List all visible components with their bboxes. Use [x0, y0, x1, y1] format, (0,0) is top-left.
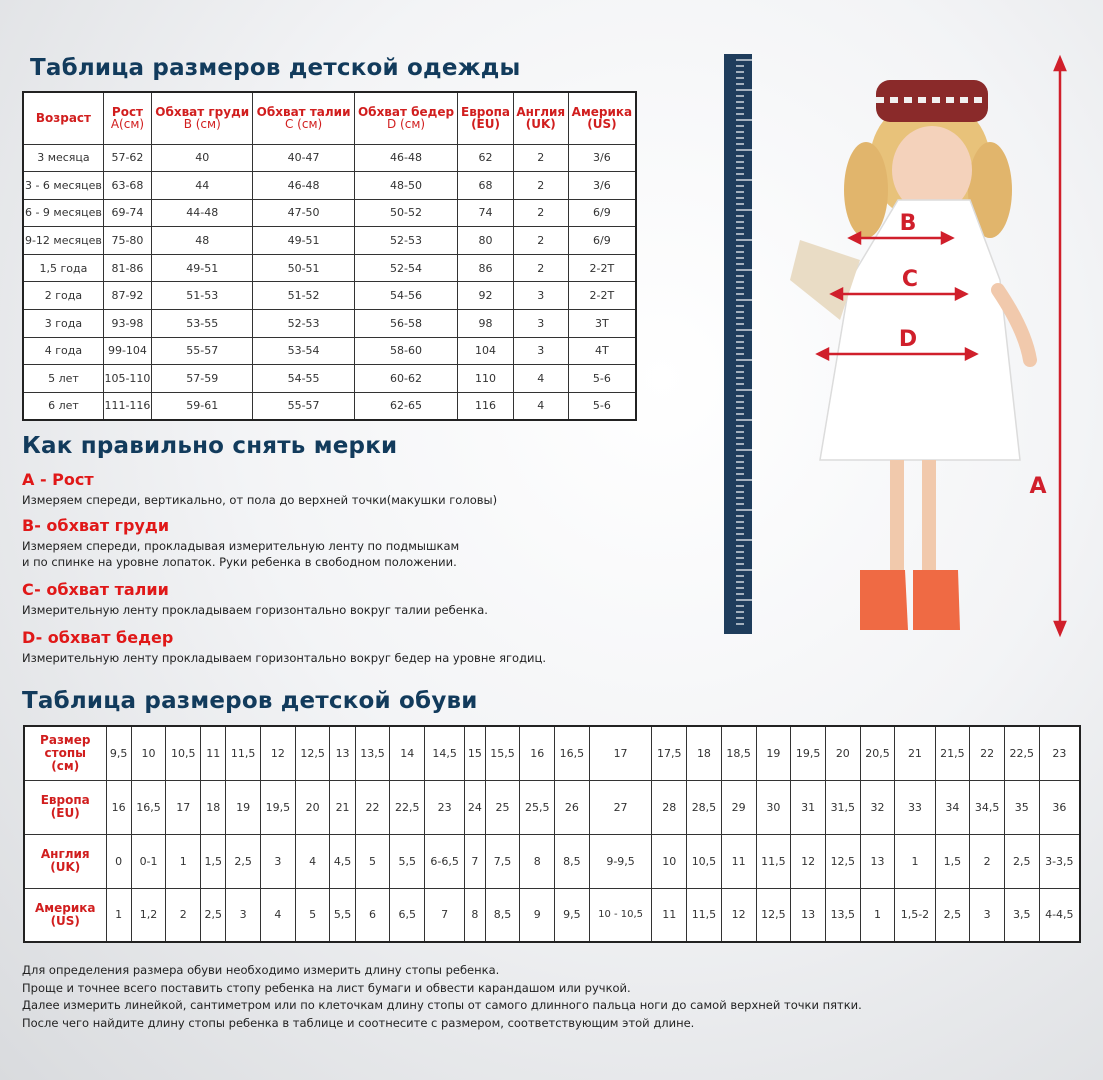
- shoe-measure-instructions: [22, 962, 862, 1032]
- table-cell: 62: [458, 144, 513, 172]
- row-header-line: (EU): [50, 806, 80, 820]
- table-cell: 40-47: [253, 144, 354, 172]
- header-subtitle: C (см): [284, 117, 323, 132]
- label-d: D: [898, 327, 918, 352]
- table-cell: 6-6,5: [425, 834, 465, 888]
- table-row: [24, 780, 1080, 834]
- row-header-line: (US): [50, 913, 80, 928]
- table-cell: 55-57: [152, 337, 253, 365]
- table-cell: 15,5: [485, 726, 520, 780]
- table-cell: 2-2T: [568, 282, 636, 310]
- table-cell: 5 лет: [23, 365, 103, 393]
- clothes-header-cell: [513, 92, 568, 144]
- table-cell: 53-55: [152, 310, 253, 338]
- table-cell: 1: [895, 834, 935, 888]
- table-cell: 22,5: [1004, 726, 1039, 780]
- table-cell: 18,5: [721, 726, 756, 780]
- table-cell: 52-54: [354, 254, 458, 282]
- header-subtitle: (US): [587, 117, 617, 132]
- table-row: [23, 337, 636, 365]
- footer-line: Для определения размера обуви необходимо измерить длину стопы ребенка.: [22, 963, 500, 977]
- table-cell: 6,5: [390, 888, 425, 942]
- measure-title: Как правильно снять мерки: [22, 433, 398, 459]
- header-subtitle: D (см): [386, 117, 426, 132]
- header-title: Возраст: [35, 111, 91, 126]
- table-cell: 3/6: [568, 172, 636, 200]
- table-cell: 3: [970, 888, 1005, 942]
- table-cell: 4T: [568, 337, 636, 365]
- table-cell: 4 года: [23, 337, 103, 365]
- measure-item-text: и по спинке на уровне лопаток. Руки ребенка в свободном положении.: [22, 555, 457, 569]
- table-cell: 56-58: [354, 310, 458, 338]
- table-cell: 8,5: [555, 834, 590, 888]
- table-cell: 5,5: [330, 888, 355, 942]
- table-cell: 3 года: [23, 310, 103, 338]
- table-cell: 60-62: [354, 365, 458, 393]
- table-cell: 59-61: [152, 392, 253, 420]
- table-cell: 80: [458, 227, 513, 255]
- table-cell: 63-68: [103, 172, 151, 200]
- table-cell: 19: [226, 780, 261, 834]
- table-cell: 2: [970, 834, 1005, 888]
- table-cell: 4: [513, 365, 568, 393]
- table-cell: 20,5: [860, 726, 895, 780]
- table-cell: 23: [425, 780, 465, 834]
- table-cell: 2,5: [226, 834, 261, 888]
- header-subtitle: (UK): [525, 117, 556, 132]
- table-cell: 57-59: [152, 365, 253, 393]
- table-cell: 105-110: [103, 365, 151, 393]
- table-cell: 12: [721, 888, 756, 942]
- table-cell: 48-50: [354, 172, 458, 200]
- table-cell: 7: [425, 888, 465, 942]
- table-cell: 8: [520, 834, 555, 888]
- label-a: A: [1029, 474, 1047, 499]
- table-cell: 5: [295, 888, 330, 942]
- table-cell: 28: [652, 780, 687, 834]
- header-subtitle: (EU): [471, 117, 500, 132]
- clothes-header-cell: [458, 92, 513, 144]
- table-row: [23, 144, 636, 172]
- table-cell: 49-51: [152, 254, 253, 282]
- table-cell: 19,5: [791, 726, 826, 780]
- table-cell: 16: [520, 726, 555, 780]
- clothes-header-cell: [354, 92, 458, 144]
- table-cell: 6/9: [568, 227, 636, 255]
- table-cell: 50-52: [354, 199, 458, 227]
- table-cell: 111-116: [103, 392, 151, 420]
- table-cell: 10: [131, 726, 166, 780]
- table-cell: 12,5: [756, 888, 791, 942]
- table-cell: 62-65: [354, 392, 458, 420]
- table-cell: 30: [756, 780, 791, 834]
- measure-item-title: B- обхват груди: [22, 516, 170, 535]
- label-c: C: [901, 267, 919, 292]
- table-cell: 12,5: [295, 726, 330, 780]
- table-row: [23, 392, 636, 420]
- table-cell: 87-92: [103, 282, 151, 310]
- table-cell: 74: [458, 199, 513, 227]
- row-header: [24, 726, 106, 780]
- measure-item-text: Измерительную ленту прокладываем горизонтально вокруг талии ребенка.: [22, 603, 488, 617]
- row-header-line: стопы: [44, 745, 86, 760]
- table-cell: 1,5: [201, 834, 226, 888]
- table-cell: 11,5: [226, 726, 261, 780]
- table-cell: 21: [330, 780, 355, 834]
- table-cell: 0-1: [131, 834, 166, 888]
- table-cell: 3T: [568, 310, 636, 338]
- header-subtitle: A(см): [110, 117, 145, 132]
- table-row: [23, 199, 636, 227]
- table-cell: 2: [166, 888, 201, 942]
- table-cell: 11,5: [687, 888, 722, 942]
- table-cell: 58-60: [354, 337, 458, 365]
- table-cell: 18: [201, 780, 226, 834]
- table-cell: 10,5: [687, 834, 722, 888]
- table-cell: 1,5-2: [895, 888, 935, 942]
- table-cell: 22: [970, 726, 1005, 780]
- clothes-header-cell: [253, 92, 354, 144]
- table-cell: 4,5: [330, 834, 355, 888]
- table-cell: 17: [589, 726, 652, 780]
- table-cell: 3: [513, 282, 568, 310]
- table-cell: 48: [152, 227, 253, 255]
- measure-item-title: D- обхват бедер: [22, 628, 174, 647]
- table-cell: 2: [513, 199, 568, 227]
- table-cell: 13: [330, 726, 355, 780]
- measure-item-text: Измерительную ленту прокладываем горизонтально вокруг бедер на уровне ягодиц.: [22, 651, 546, 665]
- table-cell: 25,5: [520, 780, 555, 834]
- clothes-size-table: [22, 91, 637, 421]
- row-header: [24, 834, 106, 888]
- table-cell: 15: [465, 726, 485, 780]
- table-cell: 5: [355, 834, 390, 888]
- table-cell: 13: [860, 834, 895, 888]
- table-cell: 34,5: [970, 780, 1005, 834]
- footer-line: Проще и точнее всего поставить стопу ребенка на лист бумаги и обвести карандашом или ручкой.: [22, 980, 631, 995]
- table-cell: 18: [687, 726, 722, 780]
- table-cell: 2: [513, 254, 568, 282]
- table-cell: 19,5: [261, 780, 296, 834]
- measure-item-text: Измеряем спереди, вертикально, от пола до верхней точки(макушки головы): [22, 493, 498, 507]
- table-cell: 11: [721, 834, 756, 888]
- table-cell: 4-4,5: [1039, 888, 1080, 942]
- row-header-line: (см): [51, 758, 80, 773]
- table-cell: 9,5: [555, 888, 590, 942]
- table-cell: 51-53: [152, 282, 253, 310]
- table-cell: 19: [756, 726, 791, 780]
- table-row: [23, 365, 636, 393]
- measure-item-title: C- обхват талии: [22, 580, 169, 599]
- table-cell: 3: [226, 888, 261, 942]
- table-cell: 46-48: [253, 172, 354, 200]
- table-cell: 93-98: [103, 310, 151, 338]
- table-cell: 3 - 6 месяцев: [23, 172, 103, 200]
- table-cell: 32: [860, 780, 895, 834]
- table-row: [23, 282, 636, 310]
- table-row: [23, 310, 636, 338]
- table-cell: 49-51: [253, 227, 354, 255]
- table-row: [24, 888, 1080, 942]
- footer-line: После чего найдите длину стопы ребенка в таблице и соотнесите с размером, соответствующим этой длине.: [22, 1015, 695, 1030]
- table-cell: 6: [355, 888, 390, 942]
- clothes-header-cell: [23, 92, 103, 144]
- table-cell: 31,5: [825, 780, 860, 834]
- header-title: Европа: [461, 105, 511, 120]
- table-cell: 7,5: [485, 834, 520, 888]
- table-cell: 4: [261, 888, 296, 942]
- row-header-line: Размер: [40, 732, 91, 747]
- table-cell: 2,5: [201, 888, 226, 942]
- label-b: B: [899, 211, 917, 236]
- table-cell: 11,5: [756, 834, 791, 888]
- table-cell: 52-53: [253, 310, 354, 338]
- table-cell: 27: [589, 780, 652, 834]
- table-cell: 33: [895, 780, 935, 834]
- table-cell: 1: [166, 834, 201, 888]
- table-cell: 23: [1039, 726, 1080, 780]
- table-cell: 3,5: [1004, 888, 1039, 942]
- table-cell: 12: [261, 726, 296, 780]
- table-cell: 36: [1039, 780, 1080, 834]
- table-cell: 46-48: [354, 144, 458, 172]
- table-cell: 52-53: [354, 227, 458, 255]
- table-cell: 6 лет: [23, 392, 103, 420]
- clothes-size-title: Таблица размеров детской одежды: [30, 55, 521, 81]
- clothes-header-cell: [568, 92, 636, 144]
- table-cell: 2: [513, 227, 568, 255]
- table-cell: 104: [458, 337, 513, 365]
- table-cell: 9-9,5: [589, 834, 652, 888]
- table-row: [23, 227, 636, 255]
- table-cell: 13,5: [825, 888, 860, 942]
- table-cell: 1: [860, 888, 895, 942]
- table-cell: 2 года: [23, 282, 103, 310]
- table-row: [23, 172, 636, 200]
- table-cell: 40: [152, 144, 253, 172]
- header-title: Англия: [516, 105, 566, 120]
- table-cell: 16,5: [555, 726, 590, 780]
- table-cell: 50-51: [253, 254, 354, 282]
- header-title: Обхват груди: [155, 105, 250, 120]
- row-header-line: Америка: [35, 900, 96, 915]
- table-cell: 12,5: [825, 834, 860, 888]
- table-cell: 81-86: [103, 254, 151, 282]
- table-cell: 3: [513, 310, 568, 338]
- table-cell: 4: [295, 834, 330, 888]
- table-cell: 22: [355, 780, 390, 834]
- table-cell: 9,5: [106, 726, 131, 780]
- table-cell: 44: [152, 172, 253, 200]
- table-cell: 116: [458, 392, 513, 420]
- table-cell: 7: [465, 834, 485, 888]
- table-cell: 69-74: [103, 199, 151, 227]
- table-cell: 54-55: [253, 365, 354, 393]
- table-cell: 16: [106, 780, 131, 834]
- table-cell: 20: [295, 780, 330, 834]
- table-cell: 10: [652, 834, 687, 888]
- table-cell: 3: [261, 834, 296, 888]
- table-cell: 5-6: [568, 365, 636, 393]
- table-cell: 99-104: [103, 337, 151, 365]
- table-cell: 98: [458, 310, 513, 338]
- table-cell: 53-54: [253, 337, 354, 365]
- table-cell: 6 - 9 месяцев: [23, 199, 103, 227]
- header-title: Обхват бедер: [357, 105, 455, 120]
- measure-item-title: A - Рост: [22, 470, 94, 489]
- header-subtitle: B (см): [183, 117, 221, 132]
- table-cell: 5-6: [568, 392, 636, 420]
- row-header: [24, 780, 106, 834]
- table-cell: 51-52: [253, 282, 354, 310]
- row-header-line: Европа: [40, 793, 90, 807]
- table-cell: 2-2T: [568, 254, 636, 282]
- table-cell: 22,5: [390, 780, 425, 834]
- table-cell: 57-62: [103, 144, 151, 172]
- table-cell: 2: [513, 144, 568, 172]
- table-cell: 3-3,5: [1039, 834, 1080, 888]
- table-cell: 68: [458, 172, 513, 200]
- table-cell: 10 - 10,5: [589, 888, 652, 942]
- table-cell: 54-56: [354, 282, 458, 310]
- table-cell: 5,5: [390, 834, 425, 888]
- table-cell: 10,5: [166, 726, 201, 780]
- table-cell: 13,5: [355, 726, 390, 780]
- table-cell: 0: [106, 834, 131, 888]
- table-cell: 8,5: [485, 888, 520, 942]
- shoes-size-title: Таблица размеров детской обуви: [22, 688, 478, 714]
- table-cell: 3/6: [568, 144, 636, 172]
- table-cell: 2,5: [935, 888, 970, 942]
- table-cell: 29: [721, 780, 756, 834]
- table-cell: 25: [485, 780, 520, 834]
- row-header-line: Англия: [40, 847, 90, 861]
- table-cell: 110: [458, 365, 513, 393]
- row-header: [24, 888, 106, 942]
- table-cell: 1,2: [131, 888, 166, 942]
- table-row: [24, 726, 1080, 780]
- table-cell: 4: [513, 392, 568, 420]
- table-cell: 14: [390, 726, 425, 780]
- clothes-header-cell: [152, 92, 253, 144]
- table-cell: 26: [555, 780, 590, 834]
- table-cell: 14,5: [425, 726, 465, 780]
- table-cell: 2,5: [1004, 834, 1039, 888]
- table-cell: 13: [791, 888, 826, 942]
- table-cell: 17,5: [652, 726, 687, 780]
- measure-item-text: Измеряем спереди, прокладывая измерительную ленту по подмышкам: [22, 539, 460, 553]
- header-title: Обхват талии: [256, 105, 351, 120]
- header-title: Америка: [571, 105, 633, 120]
- table-cell: 24: [465, 780, 485, 834]
- table-cell: 35: [1004, 780, 1039, 834]
- table-cell: 16,5: [131, 780, 166, 834]
- table-cell: 9: [520, 888, 555, 942]
- table-cell: 21,5: [935, 726, 970, 780]
- table-cell: 44-48: [152, 199, 253, 227]
- table-cell: 75-80: [103, 227, 151, 255]
- table-cell: 20: [825, 726, 860, 780]
- table-cell: 3 месяца: [23, 144, 103, 172]
- table-cell: 31: [791, 780, 826, 834]
- height-ruler: [724, 54, 752, 634]
- table-cell: 3: [513, 337, 568, 365]
- table-cell: 2: [513, 172, 568, 200]
- table-cell: 21: [895, 726, 935, 780]
- table-cell: 11: [652, 888, 687, 942]
- table-cell: 92: [458, 282, 513, 310]
- header-title: Рост: [111, 105, 144, 120]
- table-row: [23, 254, 636, 282]
- table-cell: 1,5 года: [23, 254, 103, 282]
- measurement-illustration: [700, 40, 1100, 650]
- table-cell: 6/9: [568, 199, 636, 227]
- table-cell: 17: [166, 780, 201, 834]
- table-cell: 12: [791, 834, 826, 888]
- shoes-size-table: [23, 725, 1081, 943]
- clothes-header-cell: [103, 92, 151, 144]
- row-header-line: (UK): [50, 860, 81, 874]
- table-cell: 1,5: [935, 834, 970, 888]
- table-cell: 55-57: [253, 392, 354, 420]
- table-cell: 34: [935, 780, 970, 834]
- table-cell: 11: [201, 726, 226, 780]
- table-cell: 28,5: [687, 780, 722, 834]
- table-row: [24, 834, 1080, 888]
- table-cell: 8: [465, 888, 485, 942]
- footer-line: Далее измерить линейкой, сантиметром или по клеточкам длину стопы от самого длинного пальца ноги до самой верхней точки пятки.: [22, 998, 862, 1012]
- table-cell: 9-12 месяцев: [23, 227, 103, 255]
- table-cell: 47-50: [253, 199, 354, 227]
- table-cell: 1: [106, 888, 131, 942]
- table-cell: 86: [458, 254, 513, 282]
